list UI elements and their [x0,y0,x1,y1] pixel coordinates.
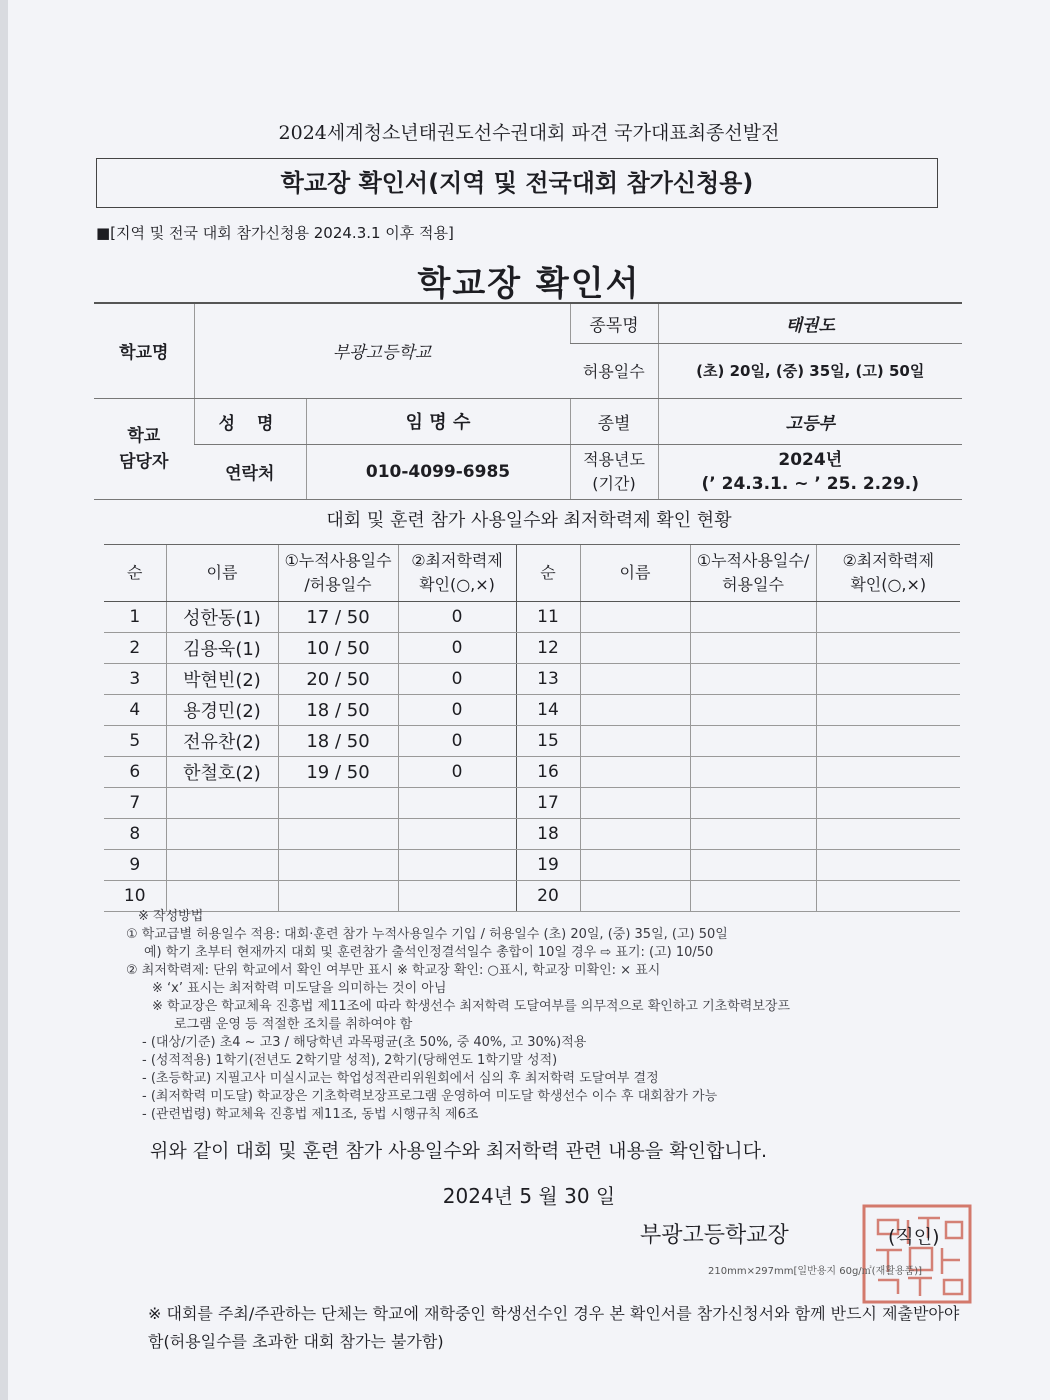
academic-check-2 [816,757,960,788]
row-number: 1 [104,602,166,633]
table-row [104,788,960,819]
student-name [166,850,278,881]
note-line: ※ 작성방법 [138,909,204,924]
school-value: 부광고등학교 [194,303,570,398]
academic-check [398,819,516,850]
academic-check-2 [816,819,960,850]
row-number-2: 19 [516,850,580,881]
apply-note: ■[지역 및 전국 대회 참가신청용 2024.3.1 이후 적용] [96,224,454,242]
period-value: (’ 24.3.1. ~ ’ 25. 2.29.) [701,473,919,494]
academic-check [398,881,516,912]
contact-label: 연락처 [194,444,306,499]
allowed-days-label: 허용일수 [570,343,658,398]
student-name: 김용욱(1) [166,633,278,664]
col-header-no-2: 순 [516,545,580,602]
status-section-title: 대회 및 훈련 참가 사용일수와 최저학력제 확인 현황 [326,510,732,531]
allowed-days-value: (초) 20일, (중) 35일, (고) 50일 [658,343,962,398]
academic-check [398,788,516,819]
student-name-2 [580,757,690,788]
year-cell [658,444,962,499]
academic-check-2 [816,664,960,695]
col-header-name: 이름 [166,545,278,602]
used-days [278,788,398,819]
academic-check-2 [816,602,960,633]
row-number-2: 20 [516,881,580,912]
academic-check: 0 [398,726,516,757]
used-days-2 [690,602,816,633]
academic-check [398,850,516,881]
academic-check: 0 [398,664,516,695]
contact-value: 010-4099-6985 [306,444,570,499]
used-days [278,881,398,912]
used-days: 20 / 50 [278,664,398,695]
academic-check-2 [816,726,960,757]
sport-label: 종목명 [570,303,658,343]
roster-body [104,602,960,912]
row-number: 6 [104,757,166,788]
used-days [278,819,398,850]
used-days-2 [690,788,816,819]
student-name-2 [580,602,690,633]
note-line: ※ 학교장은 학교체육 진흥법 제11조에 따라 학생선수 최저학력 도달여부를 의무적으로 확인하고 기초학력보장프 [152,999,791,1014]
student-name-2 [580,788,690,819]
document-page [8,0,1050,1400]
row-number-2: 17 [516,788,580,819]
table-row [104,819,960,850]
used-days-2 [690,819,816,850]
student-name: 용경민(2) [166,695,278,726]
student-name: 전유찬(2) [166,726,278,757]
col-header-check: ②최저학력제 확인(○,×) [398,545,516,602]
row-number-2: 14 [516,695,580,726]
seal-label: (직인) [888,1226,940,1248]
used-days-2 [690,726,816,757]
table-row [104,664,960,695]
used-days-2 [690,664,816,695]
name-label: 성 명 [194,398,306,444]
row-number: 8 [104,819,166,850]
writing-instructions [118,908,978,1124]
used-days: 10 / 50 [278,633,398,664]
table-row [104,602,960,633]
paper-spec: 210mm×297mm[일반용지 60g/㎡(재활용품)] [708,1266,923,1277]
used-days: 19 / 50 [278,757,398,788]
note-line: 로그램 운영 등 적절한 조치를 취하여야 함 [174,1017,413,1032]
row-number-2: 12 [516,633,580,664]
row-number-2: 18 [516,819,580,850]
academic-check-2 [816,881,960,912]
student-name [166,881,278,912]
col-header-no: 순 [104,545,166,602]
student-name-2 [580,726,690,757]
row-number: 4 [104,695,166,726]
academic-check-2 [816,633,960,664]
table-row [104,726,960,757]
roster-header-row [104,545,960,602]
footer-note: ※ 대회를 주최/주관하는 단체는 학교에 재학중인 학생선수인 경우 본 확인서를 참가신청서와 함께 반드시 제출받아야 함(허용일수를 초과한 대회 참가는 불가함) [148,1304,960,1351]
division-label: 종별 [570,398,658,444]
student-name-2 [580,633,690,664]
student-name-2 [580,819,690,850]
note-line: - (최저학력 미도달) 학교장은 기초학력보장프로그램 운영하여 미도달 학생선수 이수 후 대회참가 가능 [142,1089,718,1104]
student-name: 한철호(2) [166,757,278,788]
table-row [104,695,960,726]
student-name [166,788,278,819]
used-days-2 [690,757,816,788]
note-line: - (대상/기준) 초4 ~ 고3 / 해당학년 과목평균(초 50%, 중 40%, 고 30%)적용 [142,1035,587,1050]
used-days: 18 / 50 [278,726,398,757]
academic-check: 0 [398,695,516,726]
principal-signature: 부광고등학교장 [640,1223,789,1248]
table-row [104,633,960,664]
student-name: 박현빈(2) [166,664,278,695]
used-days-2 [690,633,816,664]
used-days-2 [690,695,816,726]
col-header-days: ①누적사용일수 /허용일수 [278,545,398,602]
used-days: 17 / 50 [278,602,398,633]
col-header-check-2: ②최저학력제 확인(○,×) [816,545,960,602]
col-header-name-2: 이름 [580,545,690,602]
official-seal [858,1202,976,1306]
academic-check: 0 [398,633,516,664]
table-row [104,881,960,912]
student-name-2 [580,850,690,881]
year-value: 2024년 [778,449,843,470]
student-name-2 [580,695,690,726]
used-days: 18 / 50 [278,695,398,726]
note-line: - (초등학교) 지필고사 미실시교는 학업성적관리위원회에서 심의 후 최저학력 도달여부 결정 [142,1071,659,1086]
year-label: 적용년도 (기간) [570,444,658,499]
student-name [166,819,278,850]
document-date: 2024년 5 월 30 일 [442,1184,616,1208]
academic-check: 0 [398,757,516,788]
academic-check-2 [816,788,960,819]
event-header: 2024세계청소년태권도선수권대회 파견 국가대표최종선발전 [278,122,780,144]
page-title: 학교장 확인서 [417,264,641,304]
manager-label: 학교 담당자 [94,398,194,499]
sport-value: 태권도 [658,303,962,343]
table-row [104,850,960,881]
row-number: 7 [104,788,166,819]
note-line: 예) 학기 초부터 현재까지 대회 및 훈련참가 출석인정결석일수 총합이 10일 경우 ⇨ 표기: (고) 10/50 [144,945,714,960]
student-name-2 [580,881,690,912]
row-number: 5 [104,726,166,757]
note-line: - (성적적용) 1학기(전년도 2학기말 성적), 2학기(당해연도 1학기말 성적) [142,1053,558,1068]
row-number-2: 16 [516,757,580,788]
used-days-2 [690,850,816,881]
note-line: ② 최저학력제: 단위 학교에서 확인 여부만 표시 ※ 학교장 확인: ○표시, 학교장 미확인: × 표시 [126,963,661,978]
row-number-2: 11 [516,602,580,633]
academic-check: 0 [398,602,516,633]
row-number-2: 15 [516,726,580,757]
row-number: 3 [104,664,166,695]
note-line: ① 학교급별 허용일수 적용: 대회·훈련 참가 누적사용일수 기입 / 허용일수 (초) 20일, (중) 35일, (고) 50일 [126,927,728,942]
col-header-days-2: ①누적사용일수/ 허용일수 [690,545,816,602]
used-days-2 [690,881,816,912]
row-number: 9 [104,850,166,881]
student-name: 성한동(1) [166,602,278,633]
student-name-2 [580,664,690,695]
row-number-2: 13 [516,664,580,695]
row-number: 2 [104,633,166,664]
division-value: 고등부 [658,398,962,444]
academic-check-2 [816,850,960,881]
confirmation-statement: 위와 같이 대회 및 훈련 참가 사용일수와 최저학력 관련 내용을 확인합니다. [150,1140,768,1162]
name-value: 임 명 수 [306,398,570,444]
row-number: 10 [104,881,166,912]
note-line: ※ ‘x’ 표시는 최저학력 미도달을 의미하는 것이 아님 [152,981,447,996]
document-title-box: 학교장 확인서(지역 및 전국대회 참가신청용) [96,158,938,208]
school-info-table [94,302,962,500]
academic-check-2 [816,695,960,726]
table-row [104,757,960,788]
note-line: - (관련법령) 학교체육 진흥법 제11조, 동법 시행규칙 제6조 [142,1107,479,1122]
used-days [278,850,398,881]
school-label: 학교명 [94,303,194,398]
roster-table [104,544,960,912]
